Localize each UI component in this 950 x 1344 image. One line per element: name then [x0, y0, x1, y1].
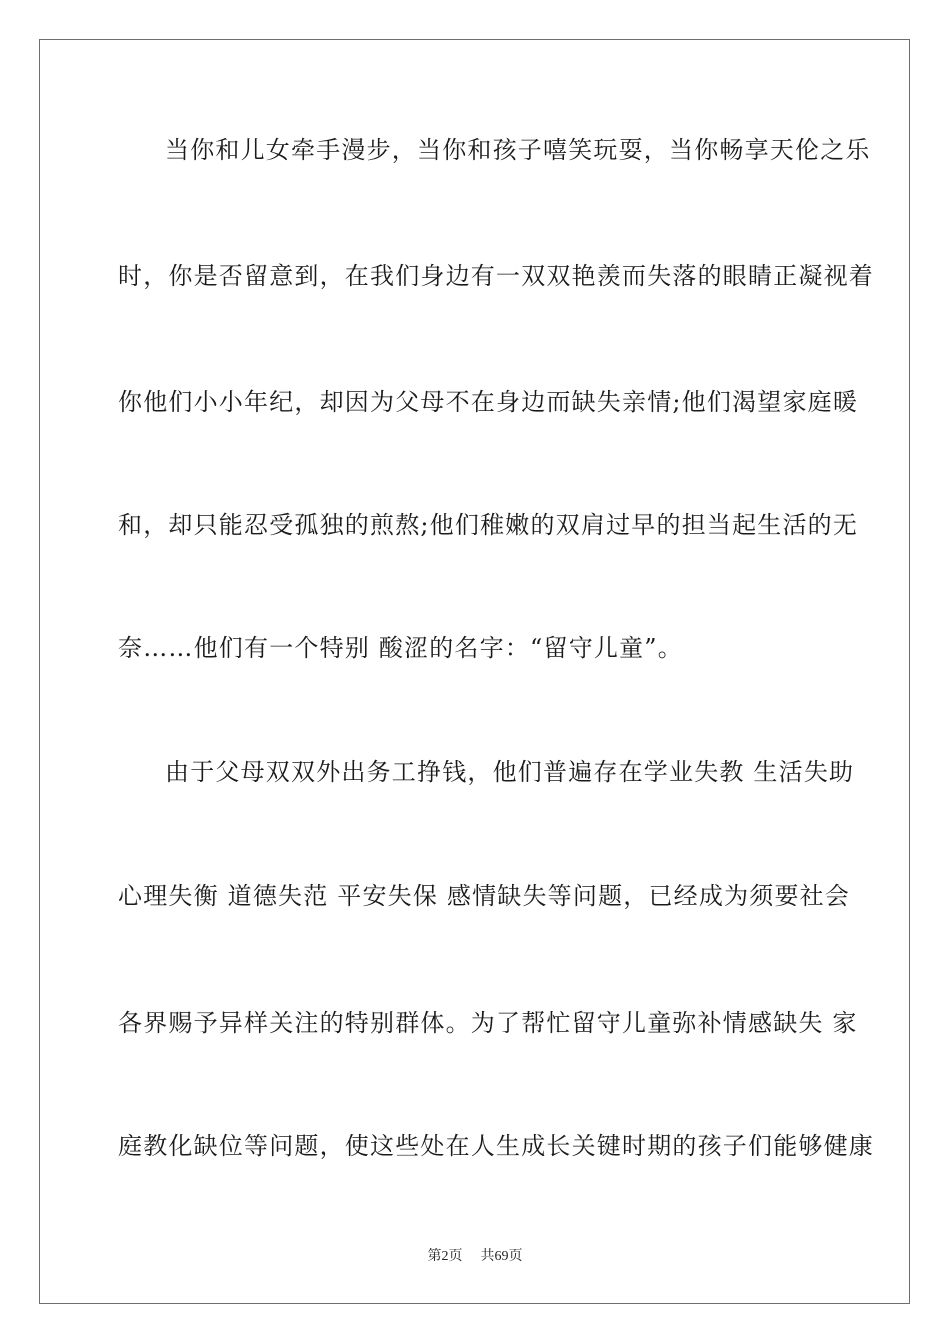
page-number: 第2页 — [427, 1249, 463, 1264]
page-footer — [0, 1248, 950, 1266]
paragraph-line: 心理失衡 道德失范 平安失保 感情缺失等问题，已经成为须要社会 — [118, 882, 851, 910]
page-border — [39, 39, 910, 1304]
page-total: 共69页 — [480, 1249, 523, 1264]
paragraph-line: 奈……他们有一个特别 酸涩的名字：“留守儿童”。 — [118, 634, 683, 662]
paragraph-line: 和，却只能忍受孤独的煎熬;他们稚嫩的双肩过早的担当起生活的无 — [118, 511, 859, 539]
paragraph-line: 你他们小小年纪，却因为父母不在身边而缺失亲情;他们渴望家庭暖 — [118, 388, 859, 416]
paragraph-line: 由于父母双双外出务工挣钱，他们普遍存在学业失教 生活失助 — [165, 758, 855, 786]
paragraph-line: 各界赐予异样关注的特别群体。为了帮忙留守儿童弥补情感缺失 家 — [118, 1009, 858, 1037]
paragraph-line: 时，你是否留意到，在我们身边有一双双艳羡而失落的眼睛正凝视着 — [118, 262, 874, 290]
paragraph-line: 庭教化缺位等问题，使这些处在人生成长关键时期的孩子们能够健康 — [118, 1132, 874, 1160]
paragraph-line: 当你和儿女牵手漫步，当你和孩子嘻笑玩耍，当你畅享天伦之乐 — [165, 136, 871, 164]
